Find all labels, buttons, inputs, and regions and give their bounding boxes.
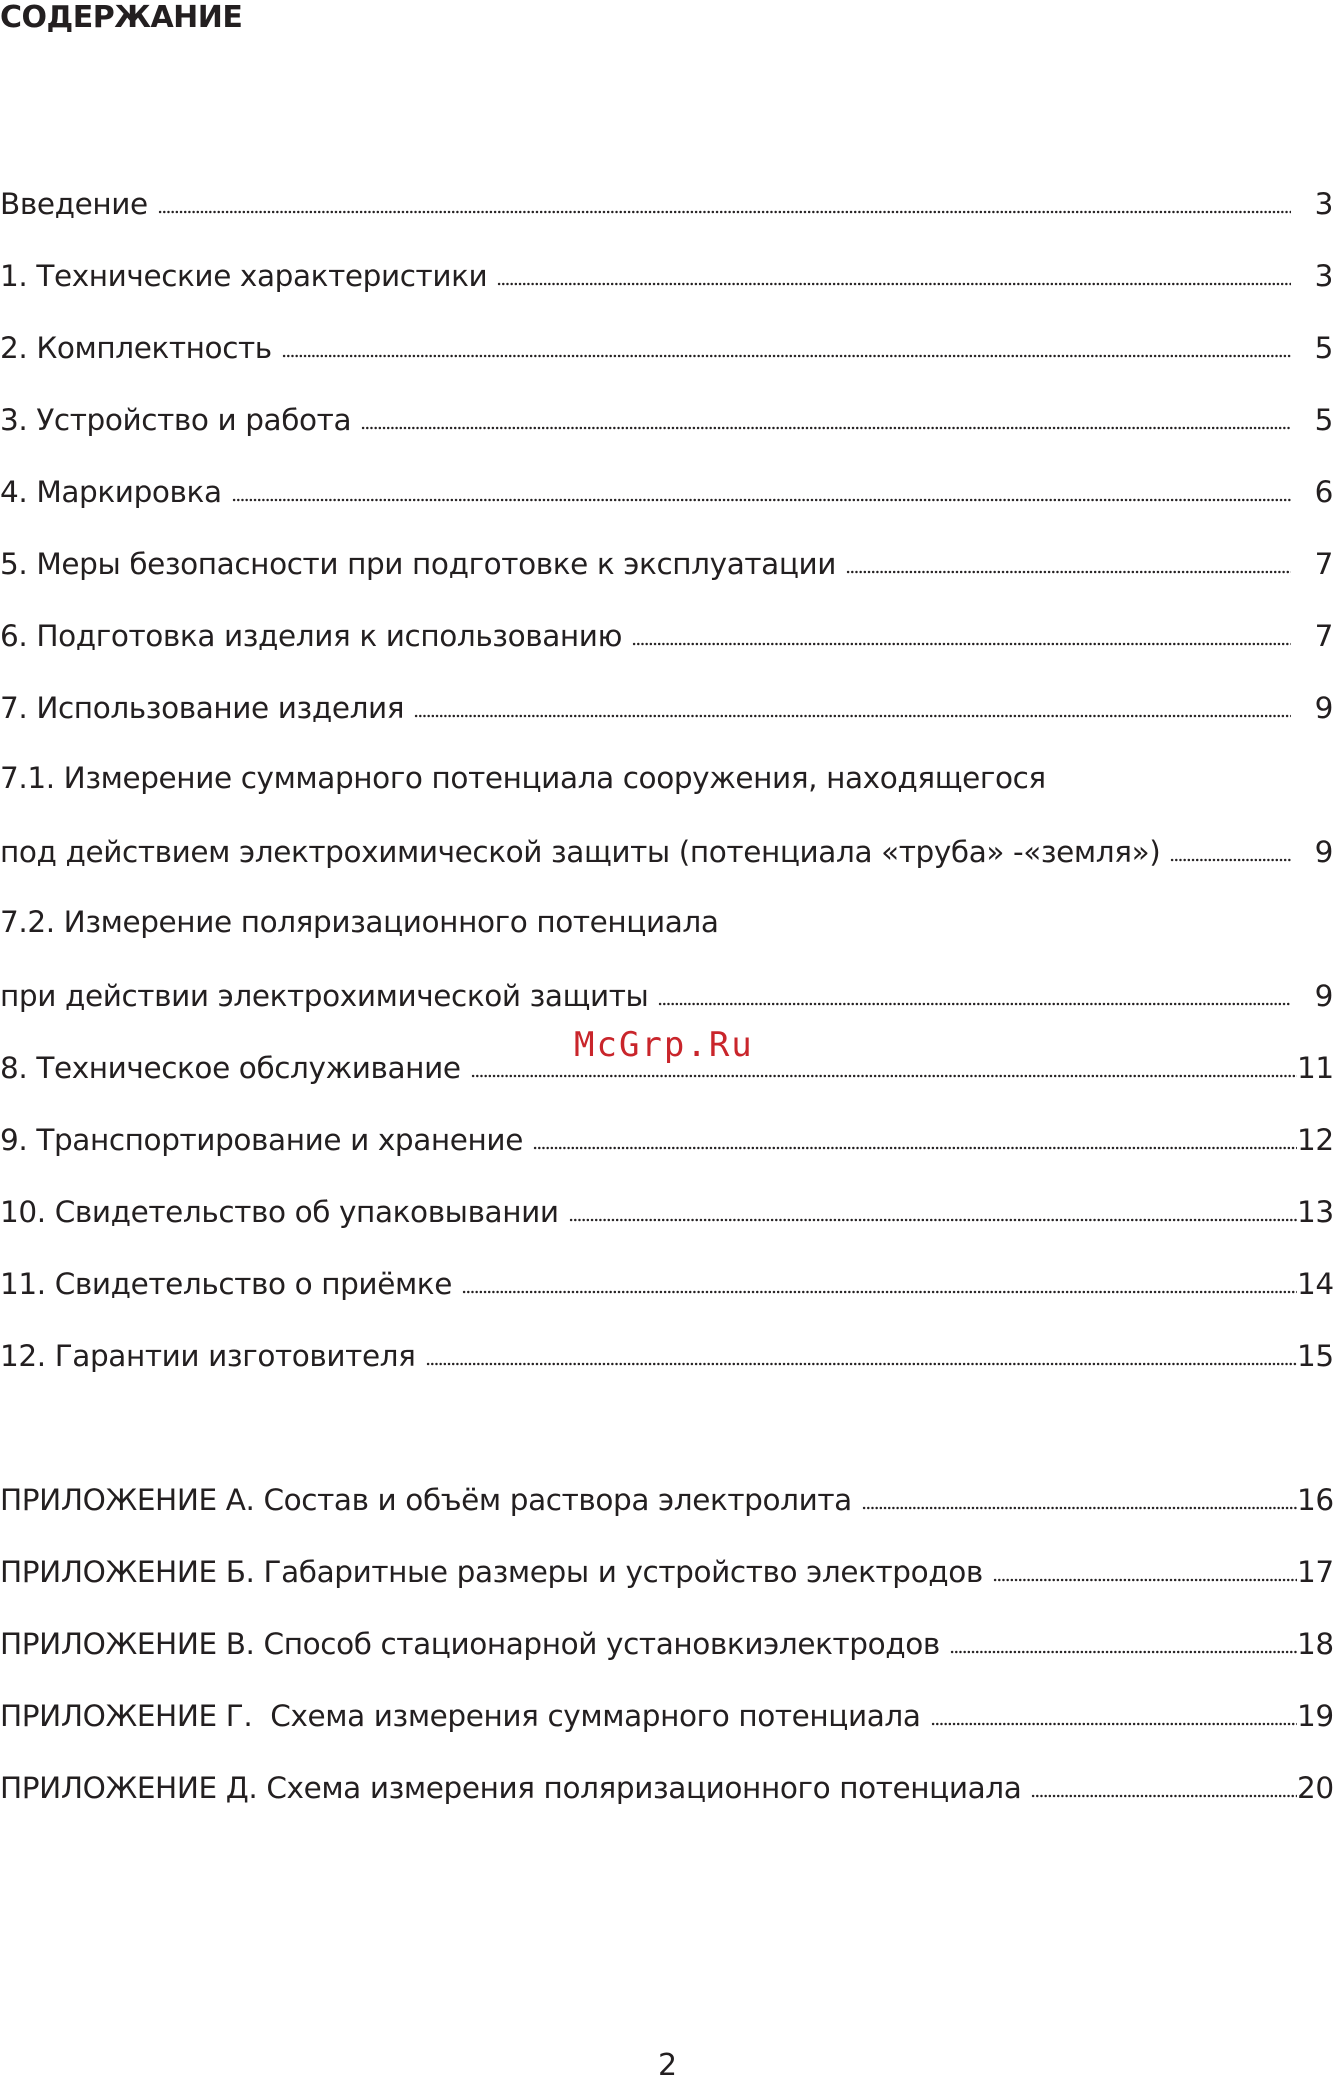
dot-leader [497, 280, 1291, 288]
toc-page-number: 9 [1314, 691, 1333, 725]
toc-entry-acceptance-certificate[interactable] [0, 1260, 1333, 1304]
toc-entry-text: 2. Комплектность [0, 331, 272, 365]
toc-entry-text: 12. Гарантии изготовителя [0, 1339, 416, 1373]
toc-entry-text: ПРИЛОЖЕНИЕ Г. Схема измерения суммарного потенциала [0, 1699, 921, 1733]
toc-page-number: 18 [1297, 1627, 1334, 1661]
page-title: СОДЕРЖАНИЕ [0, 0, 243, 35]
dot-leader [569, 1216, 1297, 1224]
toc-entry-text: 11. Свидетельство о приёмке [0, 1267, 452, 1301]
toc-entry-text: ПРИЛОЖЕНИЕ Д. Схема измерения поляризационного потенциала [0, 1771, 1022, 1805]
toc-page-number: 14 [1297, 1267, 1334, 1301]
dot-leader [632, 640, 1291, 648]
toc-entry-design-operation[interactable] [0, 396, 1333, 440]
toc-entry-text: Введение [0, 187, 148, 221]
watermark: McGrp.Ru [574, 1025, 754, 1065]
toc-entry-text: ПРИЛОЖЕНИЕ В. Способ стационарной установкиэлектродов [0, 1627, 940, 1661]
dot-leader [1170, 856, 1291, 864]
toc-entry-text: ПРИЛОЖЕНИЕ Б. Габаритные размеры и устройство электродов [0, 1555, 983, 1589]
toc-appendix-a[interactable] [0, 1476, 1333, 1520]
dot-leader [658, 1000, 1291, 1008]
dot-leader [232, 496, 1291, 504]
toc-appendix-b[interactable] [0, 1548, 1333, 1592]
toc-entry-polarization-potential[interactable] [0, 972, 1333, 1016]
dot-leader [533, 1144, 1297, 1152]
dot-leader [993, 1576, 1297, 1584]
toc-entry-text: 4. Маркировка [0, 475, 222, 509]
toc-entry-transport-storage[interactable] [0, 1116, 1333, 1160]
toc-entry-text: 7. Использование изделия [0, 691, 405, 725]
dot-leader [1031, 1792, 1297, 1800]
toc-page-number: 17 [1297, 1555, 1334, 1589]
toc-page-number: 5 [1314, 331, 1333, 365]
toc-appendix-g[interactable] [0, 1692, 1333, 1736]
toc-entry-preparation[interactable] [0, 612, 1333, 656]
dot-leader [862, 1504, 1297, 1512]
toc-page-number: 11 [1297, 1051, 1334, 1085]
dot-leader [426, 1360, 1298, 1368]
toc-entry-packing-certificate[interactable] [0, 1188, 1333, 1232]
dot-leader [361, 424, 1291, 432]
toc-entry-text: 6. Подготовка изделия к использованию [0, 619, 622, 653]
toc-page-number: 9 [1314, 835, 1333, 869]
toc-page-number: 16 [1297, 1483, 1334, 1517]
dot-leader [158, 208, 1291, 216]
toc-entry-text: ПРИЛОЖЕНИЕ А. Состав и объём раствора электролита [0, 1483, 852, 1517]
dot-leader [950, 1648, 1297, 1656]
toc-subsection-heading[interactable]: 7.2. Измерение поляризационного потенциала [0, 905, 719, 939]
dot-leader [471, 1072, 1297, 1080]
toc-page-number: 7 [1314, 547, 1333, 581]
toc-entry-text: 3. Устройство и работа [0, 403, 352, 437]
toc-page-number: 3 [1314, 259, 1333, 293]
toc-page-number: 6 [1314, 475, 1333, 509]
toc-entry-safety[interactable] [0, 540, 1333, 584]
toc-page-number: 12 [1297, 1123, 1334, 1157]
toc-entry-total-potential[interactable] [0, 828, 1333, 872]
toc-entry-text: под действием электрохимической защиты (потенциала «труба» -«земля») [0, 835, 1161, 869]
toc-entry-text: при действии электрохимической защиты [0, 979, 649, 1013]
toc-appendix-d[interactable] [0, 1764, 1333, 1808]
toc-entry-specifications[interactable] [0, 252, 1333, 296]
toc-page-number: 7 [1314, 619, 1333, 653]
dot-leader [931, 1720, 1297, 1728]
toc-entry-introduction[interactable] [0, 180, 1333, 224]
toc-page-number: 13 [1297, 1195, 1334, 1229]
toc-entry-text: 9. Транспортирование и хранение [0, 1123, 523, 1157]
toc-page-number: 20 [1297, 1771, 1334, 1805]
toc-entry-text: 10. Свидетельство об упаковывании [0, 1195, 559, 1229]
toc-page-number: 9 [1314, 979, 1333, 1013]
page-number: 2 [657, 2048, 678, 2083]
toc-entry-usage[interactable] [0, 684, 1333, 728]
toc-page-number: 3 [1314, 187, 1333, 221]
toc-page-number: 15 [1297, 1339, 1334, 1373]
toc-entry-marking[interactable] [0, 468, 1333, 512]
dot-leader [846, 568, 1291, 576]
toc-entry-text: 5. Меры безопасности при подготовке к эксплуатации [0, 547, 837, 581]
dot-leader [414, 712, 1291, 720]
toc-entry-text: 1. Технические характеристики [0, 259, 488, 293]
toc-entry-warranty[interactable] [0, 1332, 1333, 1376]
dot-leader [462, 1288, 1297, 1296]
toc-entry-text: 8. Техническое обслуживание [0, 1051, 461, 1085]
toc-subsection-heading[interactable]: 7.1. Измерение суммарного потенциала сооружения, находящегося [0, 761, 1046, 795]
toc-entry-completeness[interactable] [0, 324, 1333, 368]
toc-page-number: 19 [1297, 1699, 1334, 1733]
dot-leader [282, 352, 1291, 360]
toc-appendix-v[interactable] [0, 1620, 1333, 1664]
toc-page-number: 5 [1314, 403, 1333, 437]
